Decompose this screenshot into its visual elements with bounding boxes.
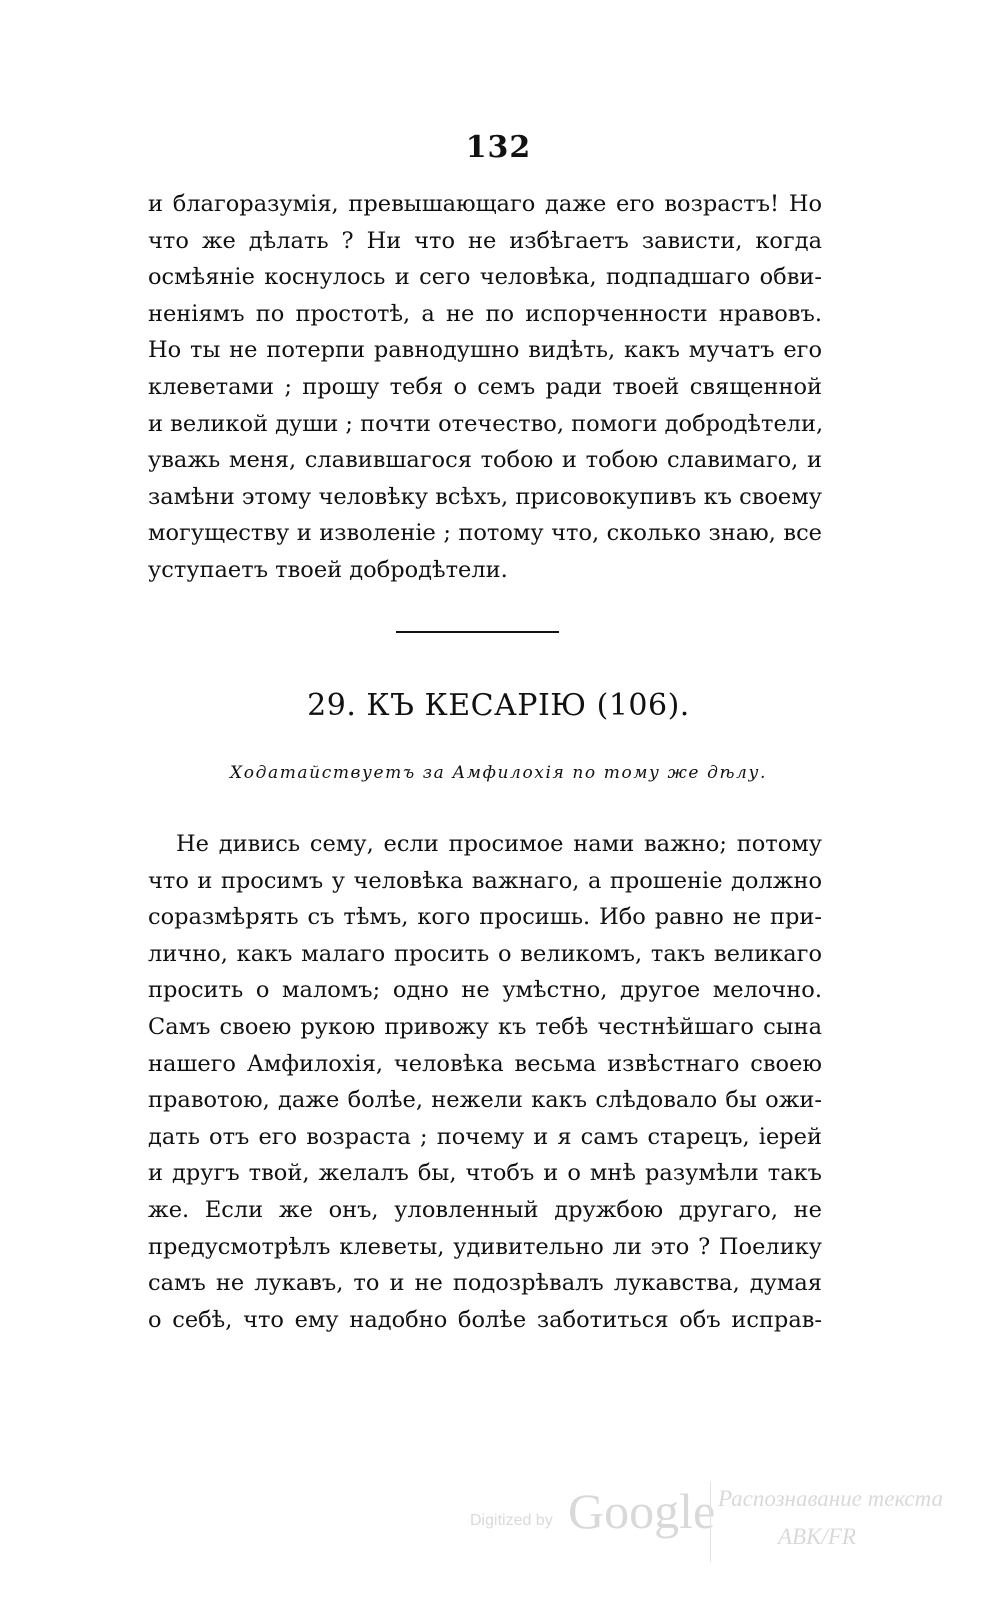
text-line: замѣни этому человѣку всѣхъ, присовокупивъ къ своему (148, 483, 822, 510)
text-line: предусмотрѣлъ клеветы, удивительно ли это ? Поелику (148, 1233, 822, 1260)
text-line: осмѣяніе коснулось и сего человѣка, подпадшаго обви- (148, 264, 822, 291)
watermark-ocr-credit: ABK/FR (778, 1524, 856, 1549)
text-line: Самъ своею рукою привожу къ тебѣ честнѣйшаго сына (148, 1013, 822, 1040)
text-line: неніямъ по простотѣ, а не по испорченности нравовъ. (148, 300, 822, 327)
text-line: соразмѣрять съ тѣмъ, кого просишь. Ибо равно не при- (148, 904, 822, 931)
text-line: Не дивись сему, если просимое нами важно; потому (176, 831, 822, 857)
watermark-digitized-by: Digitized by (470, 1512, 553, 1529)
text-line: Но ты не потерпи равнодушно видѣть, какъ мучатъ его (148, 337, 822, 364)
text-line: клеветами ; прошу тебя о семъ ради твоей священной (148, 373, 822, 400)
watermark-google-logo: Google (568, 1483, 716, 1539)
letter-subheading: Ходатайствуетъ за Амфилохія по тому же дѣлу. (230, 763, 767, 783)
letter-heading: 29. КЪ КЕСАРІЮ (106). (307, 688, 690, 723)
watermark-divider (710, 1482, 711, 1562)
text-line: дать отъ его возраста ; почему и я самъ старецъ, іерей (148, 1123, 822, 1150)
text-line: могуществу и изволеніе ; потому что, сколько знаю, все (148, 520, 822, 547)
text-line: и благоразумія, превышающаго даже его возрастъ! Но (148, 191, 822, 217)
text-line: и другъ твой, желалъ бы, чтобъ и о мнѣ разумѣли такъ (148, 1160, 822, 1187)
text-line: правотою, даже болѣе, нежели какъ слѣдовало бы ожи- (148, 1087, 822, 1114)
letter-body (148, 826, 822, 1338)
text-line: нашего Амфилохія, человѣка весьма извѣстнаго своею (148, 1050, 822, 1077)
text-line: о себѣ, что ему надобно болѣе заботиться объ исправ- (148, 1306, 822, 1333)
text-line: что же дѣлать ? Ни что не избѣгаетъ зависти, когда (148, 227, 822, 254)
text-line: просить о маломъ; одно не умѣстно, другое мелочно. (148, 977, 822, 1004)
text-line: же. Если же онъ, уловленный дружбою другаго, не (148, 1196, 822, 1223)
text-line: что и просимъ у человѣка важнаго, а прошеніе должно (148, 867, 822, 894)
text-line: самъ не лукавъ, то и не подозрѣвалъ лукавства, думая (148, 1270, 822, 1297)
paragraph-continuation (148, 186, 822, 589)
text-line: лично, какъ малаго просить о великомъ, такъ великаго (148, 940, 822, 967)
text-line: уступаетъ твоей добродѣтели. (148, 556, 508, 583)
digitization-watermark (470, 1478, 980, 1568)
page-number: 132 (465, 130, 532, 165)
text-line: и великой души ; почти отечество, помоги добродѣтели, (148, 410, 824, 437)
text-line: уважь меня, славившагося тобою и тобою славимаго, и (148, 447, 822, 474)
watermark-ocr-text: Распознавание текста (718, 1486, 943, 1511)
section-divider (396, 631, 559, 633)
